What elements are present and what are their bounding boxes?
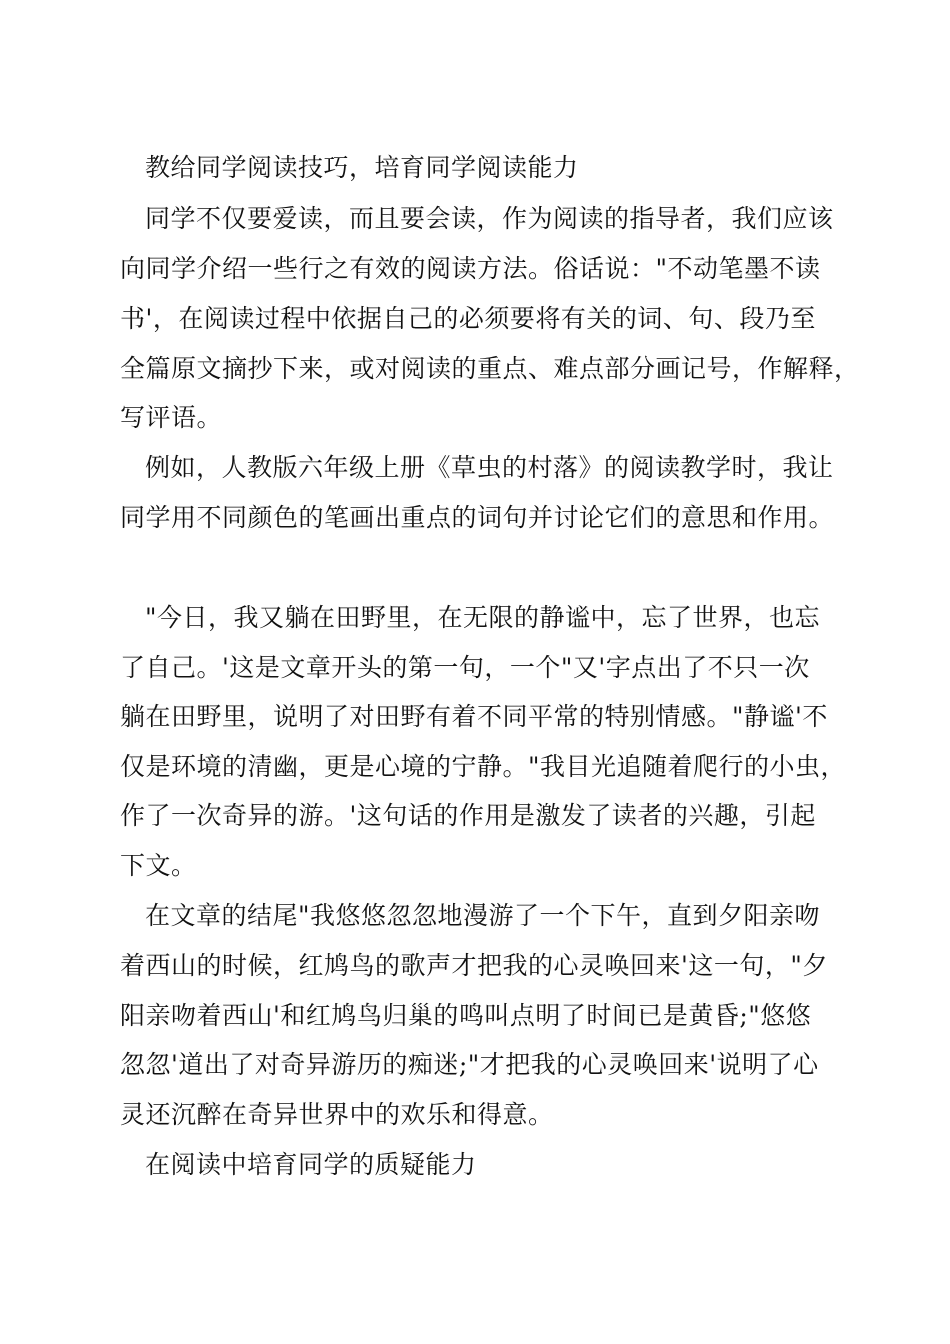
paragraph-line: 仅是环境的清幽，更是心境的宁静。"我目光追随着爬行的小虫， xyxy=(120,752,847,781)
paragraph-line: 着西山的时候，红鸠鸟的歌声才把我的心灵唤回来'这一句，"夕 xyxy=(120,951,828,980)
paragraph-line: 同学用不同颜色的笔画出重点的词句并讨论它们的意思和作用。 xyxy=(120,503,835,532)
paragraph-line: 写评语。 xyxy=(120,403,223,432)
paragraph-line: 灵还沉醉在奇异世界中的欢乐和得意。 xyxy=(120,1100,554,1129)
paragraph-line: 阳亲吻着西山'和红鸠鸟归巢的鸣叫点明了时间已是黄昏;"悠悠 xyxy=(120,1001,812,1030)
paragraph-line: 向同学介绍一些行之有效的阅读方法。俗话说："不动笔墨不读 xyxy=(120,254,821,283)
paragraph-line: 例如，人教版六年级上册《草虫的村落》的阅读教学时，我让 xyxy=(145,453,834,482)
section-heading-reading-skills: 教给同学阅读技巧，培育同学阅读能力 xyxy=(145,153,579,182)
paragraph-line: 全篇原文摘抄下来，或对阅读的重点、难点部分画记号，作解释， xyxy=(120,354,860,383)
paragraph-line: 同学不仅要爱读，而且要会读，作为阅读的指导者，我们应该 xyxy=(145,204,834,233)
section-heading-questioning-ability: 在阅读中培育同学的质疑能力 xyxy=(145,1150,477,1179)
paragraph-line: 躺在田野里，说明了对田野有着不同平常的特别情感。"静谧'不 xyxy=(120,702,828,731)
paragraph-line: 作了一次奇异的游。'这句话的作用是激发了读者的兴趣，引起 xyxy=(120,801,816,830)
paragraph-line: 在文章的结尾"我悠悠忽忽地漫游了一个下午，直到夕阳亲吻 xyxy=(145,901,821,930)
paragraph-line: 下文。 xyxy=(120,851,197,880)
paragraph-line: 忽忽'道出了对奇异游历的痴迷;"才把我的心灵唤回来'说明了心 xyxy=(120,1050,819,1079)
paragraph-line: "今日，我又躺在田野里，在无限的静谧中，忘了世界，也忘 xyxy=(145,603,821,632)
paragraph-line: 书'，在阅读过程中依据自己的必须要将有关的词、句、段乃至 xyxy=(120,304,816,333)
paragraph-line: 了自己。'这是文章开头的第一句，一个"又'字点出了不只一次 xyxy=(120,653,810,682)
